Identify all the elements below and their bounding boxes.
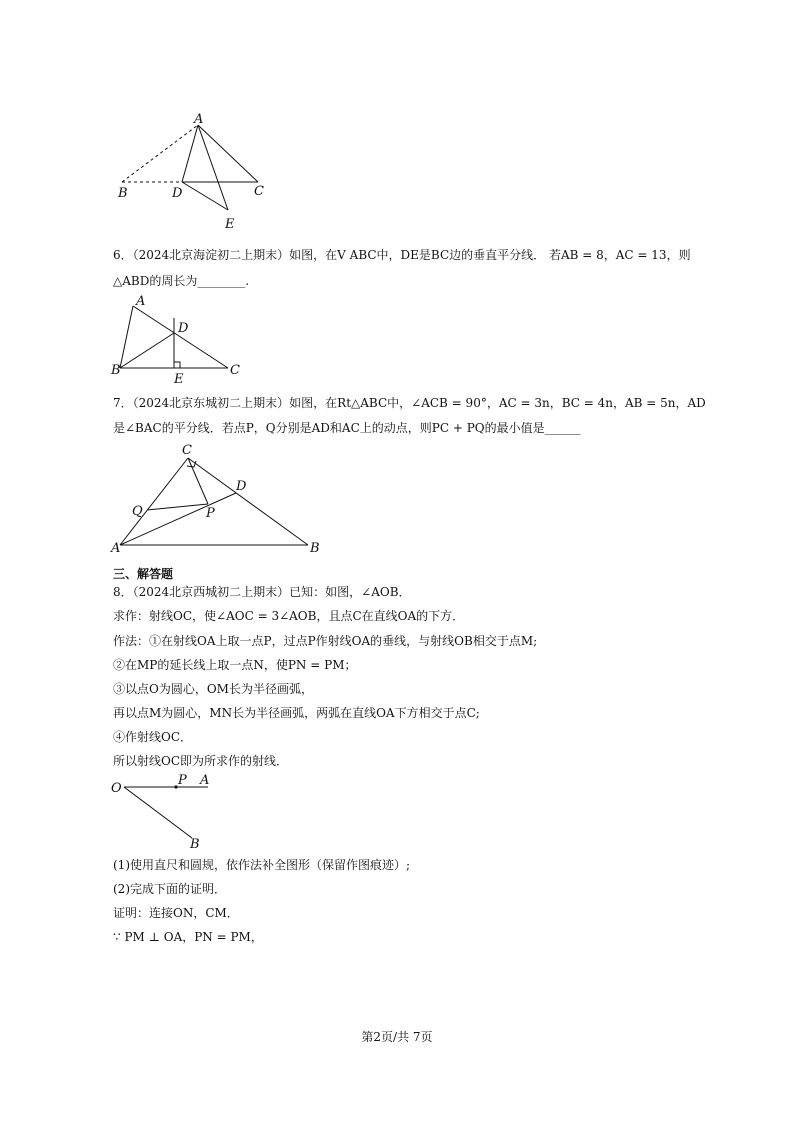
fig8-label-b: B <box>190 837 200 852</box>
q8-line-7: ④作射线OC． <box>113 730 193 744</box>
figure-triangle-abc-with-e <box>110 105 280 235</box>
figure-q8-angle-aob <box>108 770 228 852</box>
fig7-label-p: P <box>206 506 215 521</box>
fig6-label-c: C <box>230 363 240 378</box>
fig1-label-c: C <box>254 184 264 199</box>
fig7-label-b: B <box>310 541 320 556</box>
fig8-label-p: P <box>178 773 187 788</box>
q8-line-2: 求作：射线OC，使∠AOC = 3∠AOB，且点C在直线OA的下方． <box>113 609 465 623</box>
q8-line-4: ②在MP的延长线上取一点N，使PN = PM； <box>113 658 357 672</box>
q8-line-3: 作法：①在射线OA上取一点P，过点P作射线OA的垂线，与射线OB相交于点M; <box>113 634 538 648</box>
fig6-label-b: B <box>111 363 121 378</box>
fig6-label-a: A <box>136 294 146 309</box>
q8-after-4: ∵ PM ⊥ OA，PN = PM， <box>113 930 263 944</box>
page-footer: 第2页/共 7页 <box>361 1030 433 1044</box>
fig8-label-o: O <box>111 781 122 796</box>
q8-after-2: (2)完成下面的证明． <box>113 882 226 896</box>
q7-line1: 7．（2024北京东城初二上期末）如图，在Rt△ABC中，∠ACB = 90°，AC = 3n，BC = 4n，AB = 5n，AD <box>113 396 706 410</box>
section-title: 三、解答题 <box>113 567 174 581</box>
q8-line-6: 再以点M为圆心，MN长为半径画弧，两弧在直线OA下方相交于点C; <box>113 706 480 720</box>
q8-after-1: (1)使用直尺和圆规，依作法补全图形（保留作图痕迹）; <box>113 858 411 872</box>
fig1-label-b: B <box>118 186 128 201</box>
fig8-label-a: A <box>200 773 210 788</box>
q6-line2: △ABD的周长为________. <box>113 274 250 288</box>
fig1-label-d: D <box>172 186 183 201</box>
fig6-label-e: E <box>174 372 184 384</box>
fig7-label-c: C <box>182 443 192 458</box>
figure-q7-right-triangle <box>108 440 328 558</box>
fig7-label-q: Q <box>132 504 143 519</box>
q8-line-1: 8．（2024北京西城初二上期末）已知：如图，∠AOB． <box>113 585 411 599</box>
q8-after-3: 证明：连接ON，CM． <box>113 906 239 920</box>
fig6-label-d: D <box>178 321 189 336</box>
fig1-label-a: A <box>194 112 204 127</box>
q7-line2: 是∠BAC的平分线．若点P，Q分别是AD和AC上的动点，则PC + PQ的最小值是______ <box>113 421 581 435</box>
fig7-label-d: D <box>236 479 247 494</box>
fig1-label-e: E <box>225 217 235 232</box>
q6-line1: 6．（2024北京海淀初二上期末）如图，在V ABC中，DE是BC边的垂直平分线． 若AB = 8，AC = 13，则 <box>113 248 691 262</box>
fig7-label-a: A <box>111 541 121 556</box>
q8-line-5: ③以点O为圆心，OM长为半径画弧， <box>113 682 313 696</box>
figure-q6-triangle <box>108 292 248 384</box>
q8-line-8: 所以射线OC即为所求作的射线． <box>113 754 289 768</box>
